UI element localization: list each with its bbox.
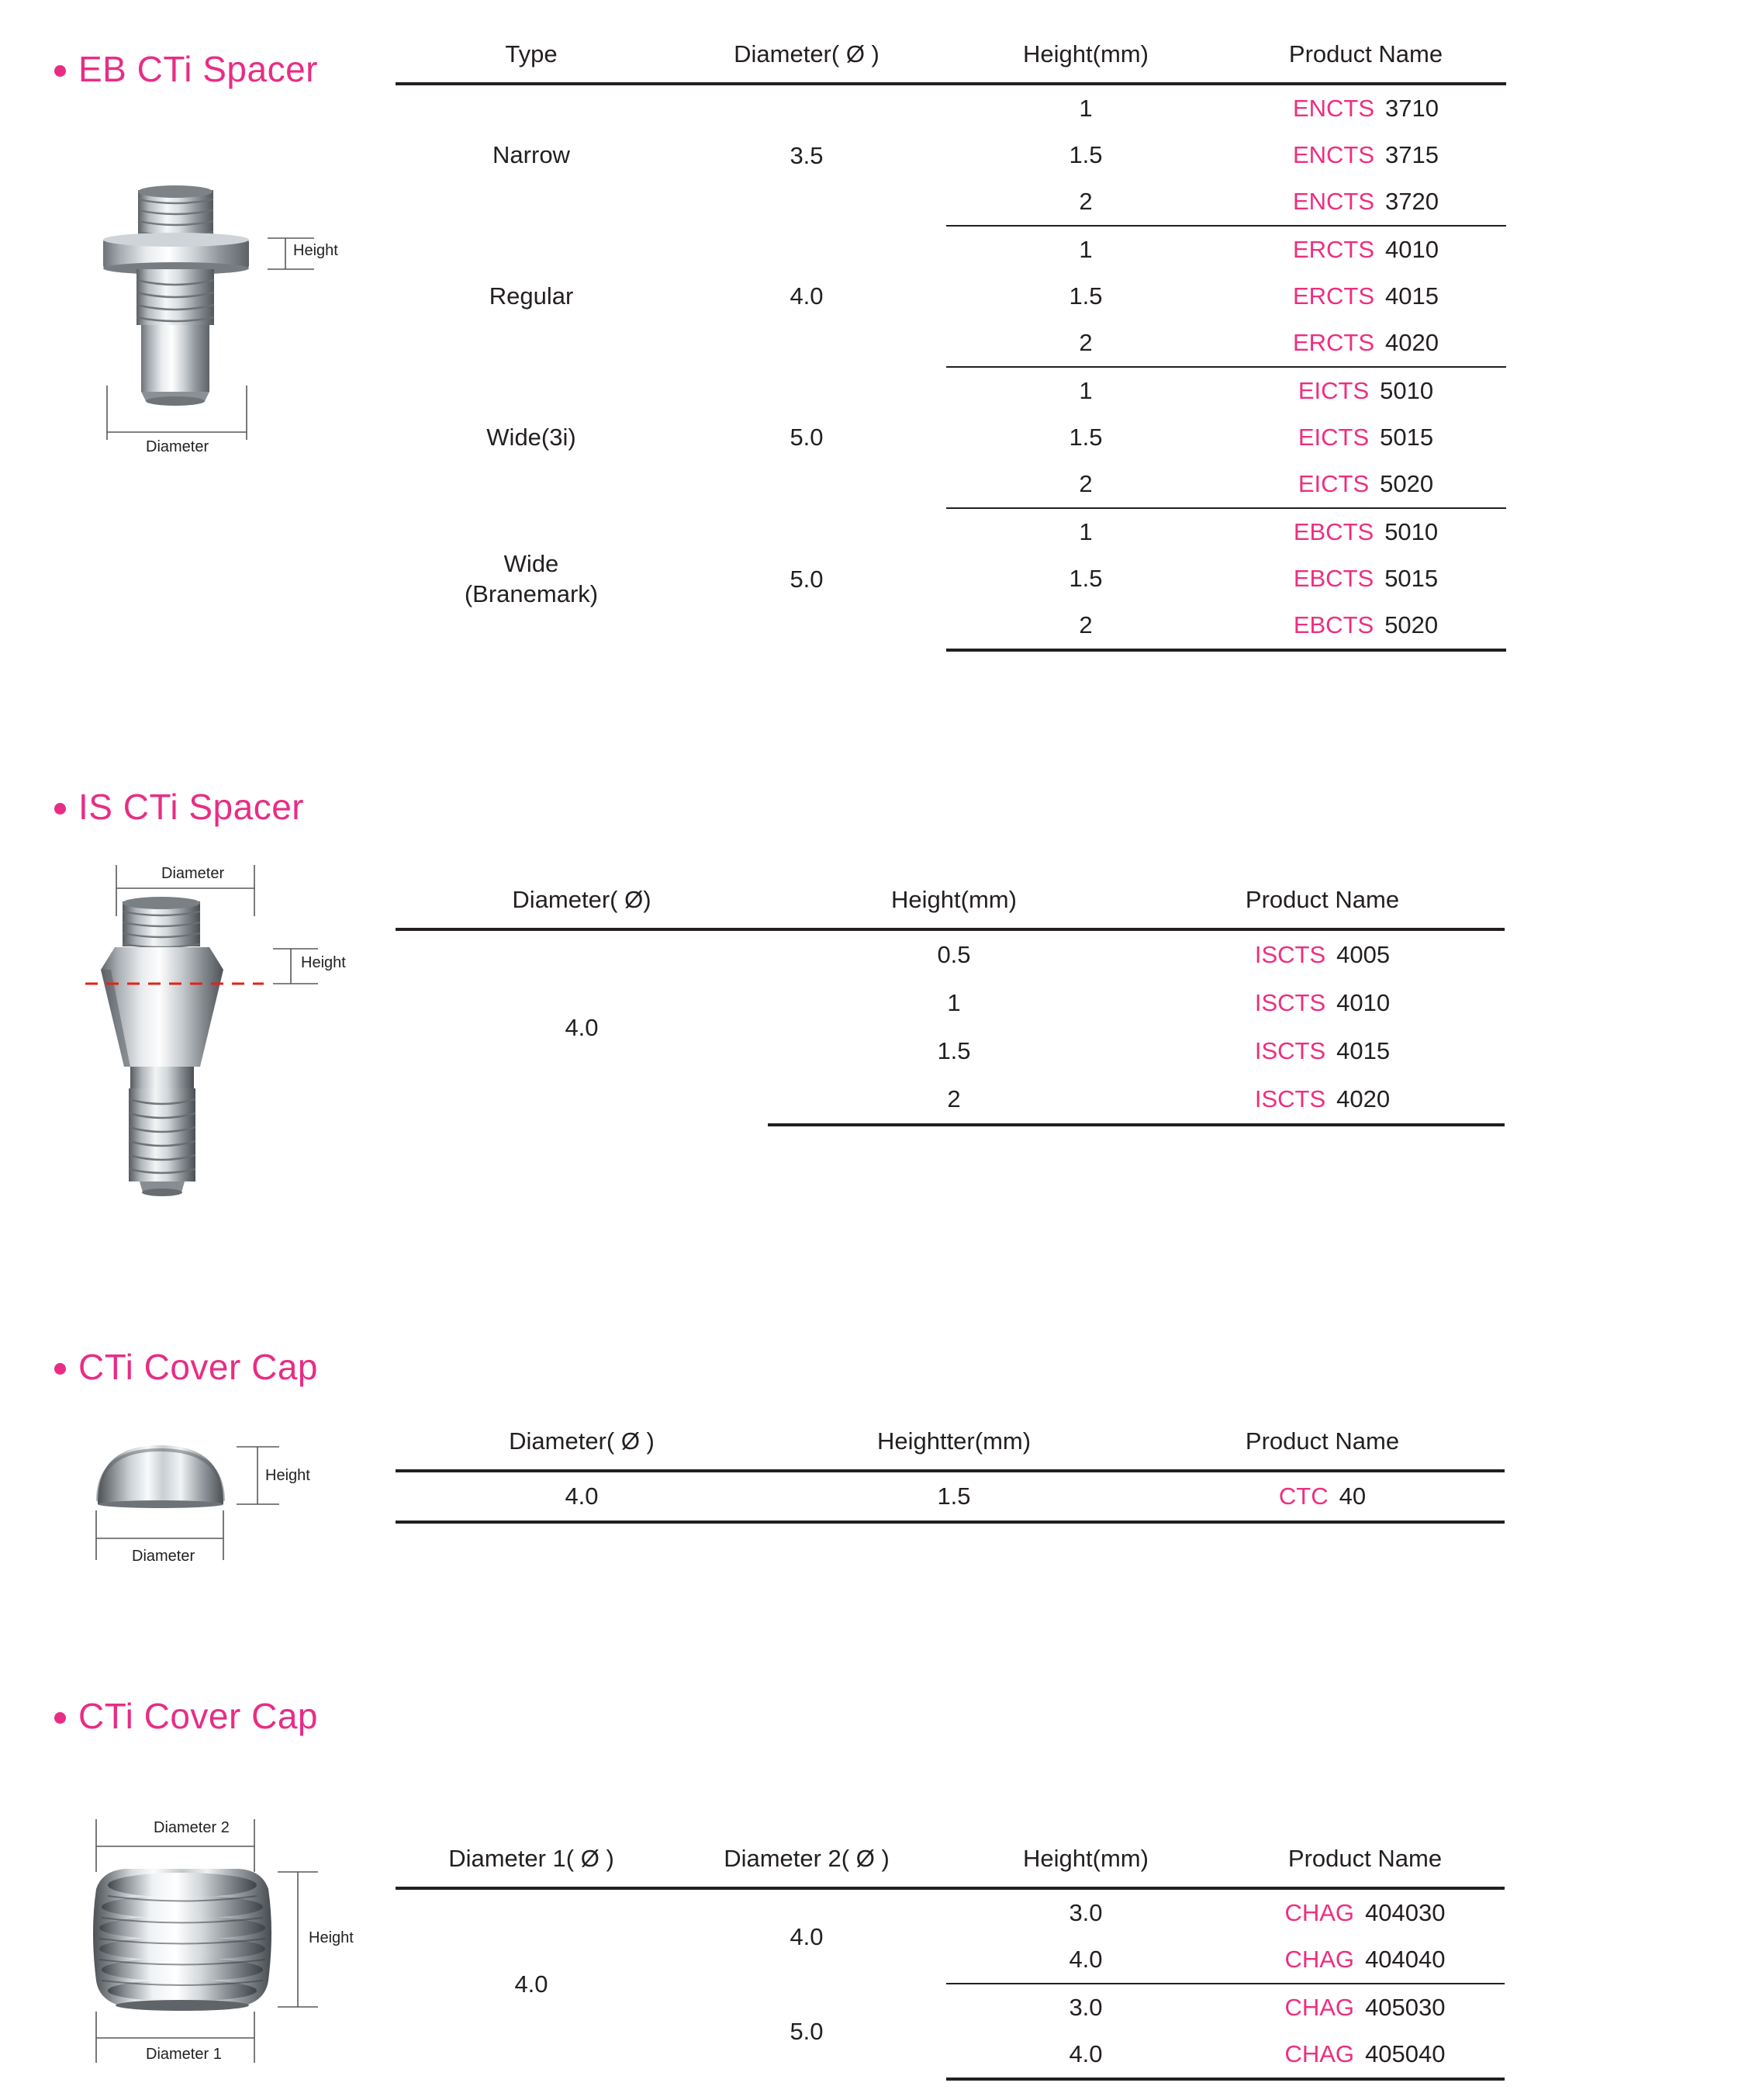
product-code: CHAG [1284, 1994, 1355, 2021]
height-dimension-label: Height [309, 1929, 354, 1946]
cell-product-name [1225, 320, 1506, 367]
cell-height: 1.5 [768, 1471, 1140, 1522]
cti-cover-cap-2-illustration [85, 1811, 396, 2098]
product-code: EICTS [1298, 377, 1370, 404]
cell-height: 1.5 [1069, 141, 1103, 168]
table-row [396, 508, 1506, 555]
product-number: 5020 [1384, 611, 1439, 638]
cell-diameter2: 4.0 [790, 1922, 824, 1950]
cell-height: 2 [946, 461, 1225, 508]
col-header-diameter: Diameter( Ø) [512, 886, 651, 913]
col-header-height: Height(mm) [891, 886, 1017, 913]
product-number: 404030 [1365, 1899, 1446, 1926]
product-code: EICTS [1298, 424, 1370, 451]
product-code: EBCTS [1293, 565, 1374, 592]
is-cti-spacer-illustration [85, 857, 396, 1237]
cell-product-name [1225, 414, 1506, 461]
product-number: 4010 [1385, 236, 1439, 263]
product-code: CHAG [1284, 2040, 1355, 2067]
product-number: 4005 [1336, 941, 1391, 968]
cell-height: 1.5 [1069, 424, 1103, 451]
diameter2-dimension-label: Diameter 2 [146, 1819, 237, 1837]
cell-product-name [1140, 1471, 1505, 1522]
cell-product-name [1225, 1888, 1505, 1936]
table-header-row [396, 886, 1505, 929]
section-title: CTi Cover Cap [78, 1696, 318, 1736]
product-code: ERCTS [1292, 236, 1375, 263]
cell-product-name [1140, 979, 1505, 1027]
table-is-cti-spacer [396, 886, 1505, 1126]
figure-eb-cti-spacer [101, 182, 411, 477]
col-header-type: Type [505, 40, 558, 67]
cell-product-name [1140, 1075, 1505, 1125]
section-title: EB CTi Spacer [78, 49, 319, 89]
bullet-icon [54, 65, 66, 77]
col-header-diameter: Diameter( Ø ) [734, 40, 880, 67]
section-title: IS CTi Spacer [78, 787, 305, 827]
cell-product-name [1225, 2031, 1505, 2079]
product-number: 5020 [1380, 470, 1434, 497]
cell-product-name [1225, 1936, 1505, 1984]
section-heading-cti-cover-cap [54, 1346, 318, 1388]
product-code: CTC [1278, 1482, 1329, 1510]
col-header-productname: Product Name [1245, 1427, 1400, 1455]
cell-type: Regular [489, 282, 574, 310]
cell-height: 3.0 [1069, 1899, 1103, 1926]
cti-cover-cap-illustration [85, 1439, 396, 1625]
cell-type: Narrow [492, 141, 570, 169]
table-header-row [396, 40, 1506, 84]
cell-height: 1 [947, 989, 961, 1016]
product-number: 4010 [1336, 989, 1391, 1016]
cell-product-name [1225, 602, 1506, 650]
section-title: CTi Cover Cap [78, 1347, 318, 1387]
diameter1-dimension-label: Diameter 1 [146, 2046, 222, 2063]
height-dimension-label: Height [301, 954, 346, 971]
product-code: ERCTS [1292, 282, 1375, 310]
product-code: ENCTS [1292, 188, 1375, 215]
table-row [396, 1471, 1505, 1522]
cell-height: 0.5 [937, 941, 971, 968]
product-number: 5010 [1380, 377, 1434, 404]
table-row [396, 1888, 1505, 1936]
figure-cti-cover-cap [85, 1439, 396, 1625]
table-row [396, 367, 1506, 414]
product-number: 4020 [1385, 329, 1439, 356]
cell-diameter2: 5.0 [790, 2017, 824, 2045]
cell-type-line1: Wide [503, 549, 559, 577]
cell-height: 2 [768, 1075, 1140, 1125]
table-cti-cover-cap-2 [396, 1845, 1505, 2081]
cell-height: 1.5 [1069, 565, 1103, 592]
cell-type-line2: (Branemark) [464, 579, 599, 607]
product-number: 4015 [1336, 1037, 1391, 1064]
cell-diameter1: 4.0 [514, 1970, 548, 1998]
product-code: ISCTS [1254, 989, 1326, 1016]
product-code: CHAG [1284, 1899, 1355, 1926]
cell-product-name [1225, 226, 1506, 273]
cell-diameter: 4.0 [396, 1471, 768, 1522]
cell-product-name [1225, 132, 1506, 178]
product-code: ISCTS [1254, 1085, 1326, 1112]
product-code: ISCTS [1254, 941, 1326, 968]
cell-height: 1 [1079, 377, 1093, 404]
col-header-height: Height(mm) [1023, 1845, 1149, 1872]
col-header-productname: Product Name [1288, 40, 1443, 67]
bullet-icon [54, 1712, 66, 1724]
height-dimension-label: Height [265, 1467, 310, 1484]
cell-product-name [1140, 929, 1505, 979]
col-header-productname: Product Name [1287, 1845, 1443, 1872]
col-header-diameter2: Diameter 2( Ø ) [724, 1845, 890, 1872]
cell-product-name [1225, 461, 1506, 508]
cell-diameter: 5.0 [790, 565, 824, 593]
cell-height: 1 [1079, 518, 1093, 545]
product-code: EICTS [1298, 470, 1370, 497]
product-number: 404040 [1365, 1946, 1446, 1973]
product-number: 4020 [1336, 1085, 1391, 1112]
cell-product-name [1225, 1984, 1505, 2031]
cell-type: Wide(3i) [486, 423, 576, 451]
cell-height: 2 [946, 602, 1225, 650]
cell-height: 2 [946, 178, 1225, 226]
product-number: 5015 [1384, 565, 1439, 592]
cell-height: 4.0 [946, 1936, 1225, 1984]
cell-product-name [1225, 367, 1506, 414]
eb-cti-spacer-illustration [101, 182, 411, 477]
cell-height: 1.5 [1069, 282, 1103, 310]
product-code: CHAG [1284, 1946, 1355, 1973]
cell-type [396, 508, 667, 650]
product-number: 3720 [1385, 188, 1439, 215]
col-header-height: Height(mm) [1023, 40, 1149, 67]
figure-is-cti-spacer [85, 857, 396, 1237]
cell-height: 4.0 [946, 2031, 1225, 2079]
diameter-dimension-label: Diameter [154, 865, 232, 883]
table-header-row [396, 1427, 1505, 1471]
cell-product-name [1225, 84, 1506, 132]
cell-height: 1 [1079, 95, 1093, 122]
col-header-diameter: Diameter( Ø ) [509, 1427, 655, 1455]
product-number: 3715 [1385, 141, 1439, 168]
section-heading-cti-cover-cap-2 [54, 1695, 318, 1737]
cell-diameter: 3.5 [790, 141, 824, 169]
section-heading-is-cti-spacer [54, 786, 304, 828]
table-cti-cover-cap [396, 1427, 1505, 1524]
product-code: ERCTS [1292, 329, 1375, 356]
product-code: EBCTS [1293, 518, 1374, 545]
table-header-row [396, 1845, 1505, 1888]
section-heading-eb-cti-spacer [54, 48, 318, 90]
cell-product-name [1225, 555, 1506, 602]
product-code: ENCTS [1292, 95, 1375, 122]
product-number: 405040 [1365, 2040, 1446, 2067]
bullet-icon [54, 1363, 66, 1375]
diameter-dimension-label: Diameter [132, 1548, 195, 1565]
table-row [396, 226, 1506, 273]
height-dimension-label: Height [293, 242, 338, 259]
cell-product-name [1225, 508, 1506, 555]
cell-diameter: 5.0 [790, 424, 824, 451]
table-row [396, 929, 1505, 979]
product-code: EBCTS [1293, 611, 1374, 638]
product-number: 405030 [1365, 1994, 1446, 2021]
product-number: 3710 [1385, 95, 1439, 122]
cell-height: 1 [1079, 236, 1093, 263]
col-header-diameter1: Diameter 1( Ø ) [448, 1845, 614, 1872]
cell-product-name [1225, 178, 1506, 226]
cell-height: 1.5 [937, 1037, 971, 1064]
cell-product-name [1225, 273, 1506, 320]
diameter-dimension-label: Diameter [146, 438, 209, 455]
table-eb-cti-spacer [396, 40, 1506, 652]
cell-product-name [1140, 1027, 1505, 1075]
product-code: ENCTS [1292, 141, 1375, 168]
cell-height: 3.0 [1069, 1994, 1103, 2021]
product-number: 5015 [1380, 424, 1434, 451]
cell-diameter: 4.0 [790, 282, 824, 310]
table-row [396, 84, 1506, 132]
product-number: 5010 [1384, 518, 1439, 545]
cell-diameter: 4.0 [565, 1014, 599, 1041]
product-number: 4015 [1385, 282, 1439, 310]
product-number: 40 [1339, 1482, 1367, 1510]
product-code: ISCTS [1254, 1037, 1326, 1064]
bullet-icon [54, 803, 66, 815]
cell-height: 2 [946, 320, 1225, 367]
col-header-productname: Product Name [1245, 886, 1400, 913]
figure-cti-cover-cap-2 [85, 1811, 396, 2098]
col-header-height: Heightter(mm) [876, 1427, 1032, 1455]
